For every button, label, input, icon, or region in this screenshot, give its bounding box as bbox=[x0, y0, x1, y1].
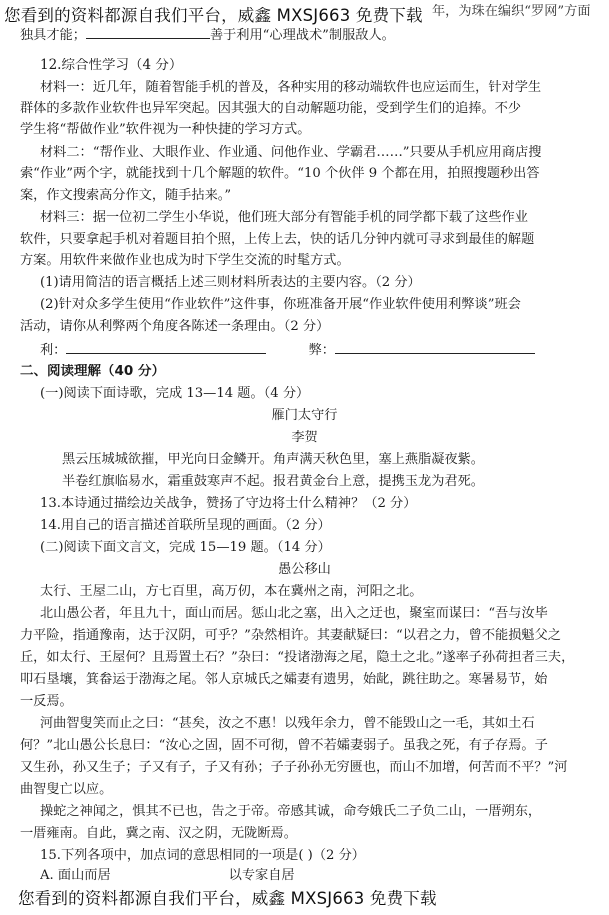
prose-title: 愚公移山 bbox=[278, 562, 331, 577]
prose-line: 曲智叟亡以应。 bbox=[20, 782, 113, 797]
q15-option-a bbox=[40, 868, 597, 883]
header-line2-pre: 独具才能； bbox=[20, 28, 86, 43]
prose-line: 北山愚公者，年且九十，面山而居。惩山北之塞，出入之迂也，聚室而谋曰：“吾与汝毕 bbox=[40, 606, 548, 621]
poem-line: 半卷红旗临易水，霜重鼓寒声不起。报君黄金台上意，提携玉龙为君死。 bbox=[62, 474, 484, 489]
q12-title: 12.综合性学习（4 分） bbox=[40, 58, 183, 73]
q12-material3-line: 材料三：据一位初二学生小华说，他们班大部分有智能手机的同学都下载了这些作业 bbox=[40, 210, 528, 225]
con-answer-blank bbox=[335, 341, 535, 354]
question-13: 13.本诗通过描绘边关战争，赞扬了守边将士什么精神？（2 分） bbox=[40, 496, 417, 511]
header-line2-post: 善于利用“心理战术”制服敌人。 bbox=[209, 28, 395, 43]
q12-answer-row bbox=[40, 341, 597, 358]
question-14: 14.用自己的语言描述首联所呈现的画面。（2 分） bbox=[40, 518, 331, 533]
q12-sub1: (1)请用简洁的语言概括上述三则材料所表达的主要内容。（2 分） bbox=[40, 275, 421, 290]
question-15: 15.下列各项中，加点词的意思相同的一项是( )（2 分） bbox=[40, 848, 365, 863]
prose-line: 叩石垦壤，箕畚运于渤海之尾。邻人京城氏之孀妻有遗男，始龀，跳往助之。寒暑易节，始 bbox=[20, 672, 548, 687]
prose-line: 何？”北山愚公长息曰：“汝心之固，固不可彻，曾不若孀妻弱子。虽我之死，有子存焉。子 bbox=[20, 738, 548, 753]
prose-line: 又生孙，孙又生子；子又有子，子又有孙；子子孙孙无穷匮也，而山不加增，何苦而不平？”河 bbox=[20, 760, 568, 775]
section2-heading: 二、阅读理解（40 分） bbox=[20, 364, 165, 379]
pro-answer-blank bbox=[66, 341, 266, 354]
q12-material3-line: 方案。用软件来做作业也成为时下学生交流的时髦方式。 bbox=[20, 253, 350, 268]
watermark-bottom: 您看到的资料都源自我们平台，威鑫 MXSJ663 免费下载 bbox=[18, 889, 437, 908]
q12-material2-line: 索“作业”两个字，就能找到十几个解题的软件。“10 个伙伴 9 个都在用，拍照搜题秒出答 bbox=[20, 166, 540, 181]
q12-sub2-line: 活动，请你从利弊两个角度各陈述一条理由。（2 分） bbox=[20, 319, 330, 334]
part2-instruction: (二)阅读下面文言文，完成 15—19 题。（14 分） bbox=[40, 540, 331, 555]
answer-blank bbox=[86, 26, 210, 39]
part1-instruction: (一)阅读下面诗歌，完成 13—14 题。（4 分） bbox=[40, 386, 310, 401]
prose-line: 操蛇之神闻之，惧其不已也，告之于帝。帝感其诚，命夸娥氏二子负二山，一厝朔东， bbox=[40, 804, 542, 819]
pro-label: 利： bbox=[40, 343, 67, 358]
poem-author: 李贺 bbox=[291, 430, 318, 445]
q12-material3-line: 软件，只要拿起手机对着题目拍个照，上传上去，快的话几分钟内就可寻求到最佳的解题 bbox=[20, 232, 535, 247]
q12-material1-line: 群体的多款作业软件也异军突起。因其强大的自动解题功能，受到学生们的追捧。不少 bbox=[20, 101, 522, 116]
q15-option-a-right: 以专家自居 bbox=[228, 868, 295, 883]
prose-line: 一厝雍南。自此，冀之南、汉之阴，无陇断焉。 bbox=[20, 826, 297, 841]
prose-line: 丘，如太行、王屋何？且焉置土石？”杂曰：“投诸渤海之尾，隐土之北。”遂率子孙荷担者三夫， bbox=[20, 650, 575, 665]
q12-sub2-line: (2)针对众多学生使用“作业软件”这件事，你班准备开展“作业软件使用利弊谈”班会 bbox=[40, 297, 521, 312]
q12-material1-line: 学生将“帮做作业”软件视为一种快捷的学习方式。 bbox=[20, 122, 311, 137]
con-label: 弊： bbox=[308, 343, 335, 358]
prose-line: 一反焉。 bbox=[20, 694, 73, 709]
prose-line: 力平险，指通豫南，达于汉阴，可乎？”杂然相许。其妻献疑曰：“以君之力，曾不能损魁父之 bbox=[20, 628, 561, 643]
prose-line: 太行、王屋二山，方七百里，高万仞，本在冀州之南，河阳之北。 bbox=[40, 584, 423, 599]
poem-title: 雁门太守行 bbox=[271, 408, 338, 423]
header-line1-tail: 年，为珠在编织“罗网”方面 bbox=[432, 4, 591, 19]
prose-line: 河曲智叟笑而止之曰：“甚矣，汝之不惠！以残年余力，曾不能毁山之一毛，其如土石 bbox=[40, 716, 535, 731]
q12-material2-line: 材料二：“帮作业、大眼作业、作业通、问他作业、学霸君……”只要从手机应用商店搜 bbox=[40, 145, 542, 160]
poem-line: 黑云压城城欲摧，甲光向日金鳞开。角声满天秋色里，塞上燕脂凝夜紫。 bbox=[62, 452, 484, 467]
q15-option-a-left: A. 面山而居 bbox=[40, 868, 111, 883]
q12-material1-line: 材料一：近几年，随着智能手机的普及，各种实用的移动端软件也应运而生，针对学生 bbox=[40, 80, 542, 95]
watermark-top: 您看到的资料都源自我们平台，威鑫 MXSJ663 免费下载 bbox=[4, 6, 423, 25]
q12-material2-line: 案，作文搜索高分作文，随手拈来。” bbox=[20, 188, 232, 203]
header-line2 bbox=[20, 26, 597, 43]
